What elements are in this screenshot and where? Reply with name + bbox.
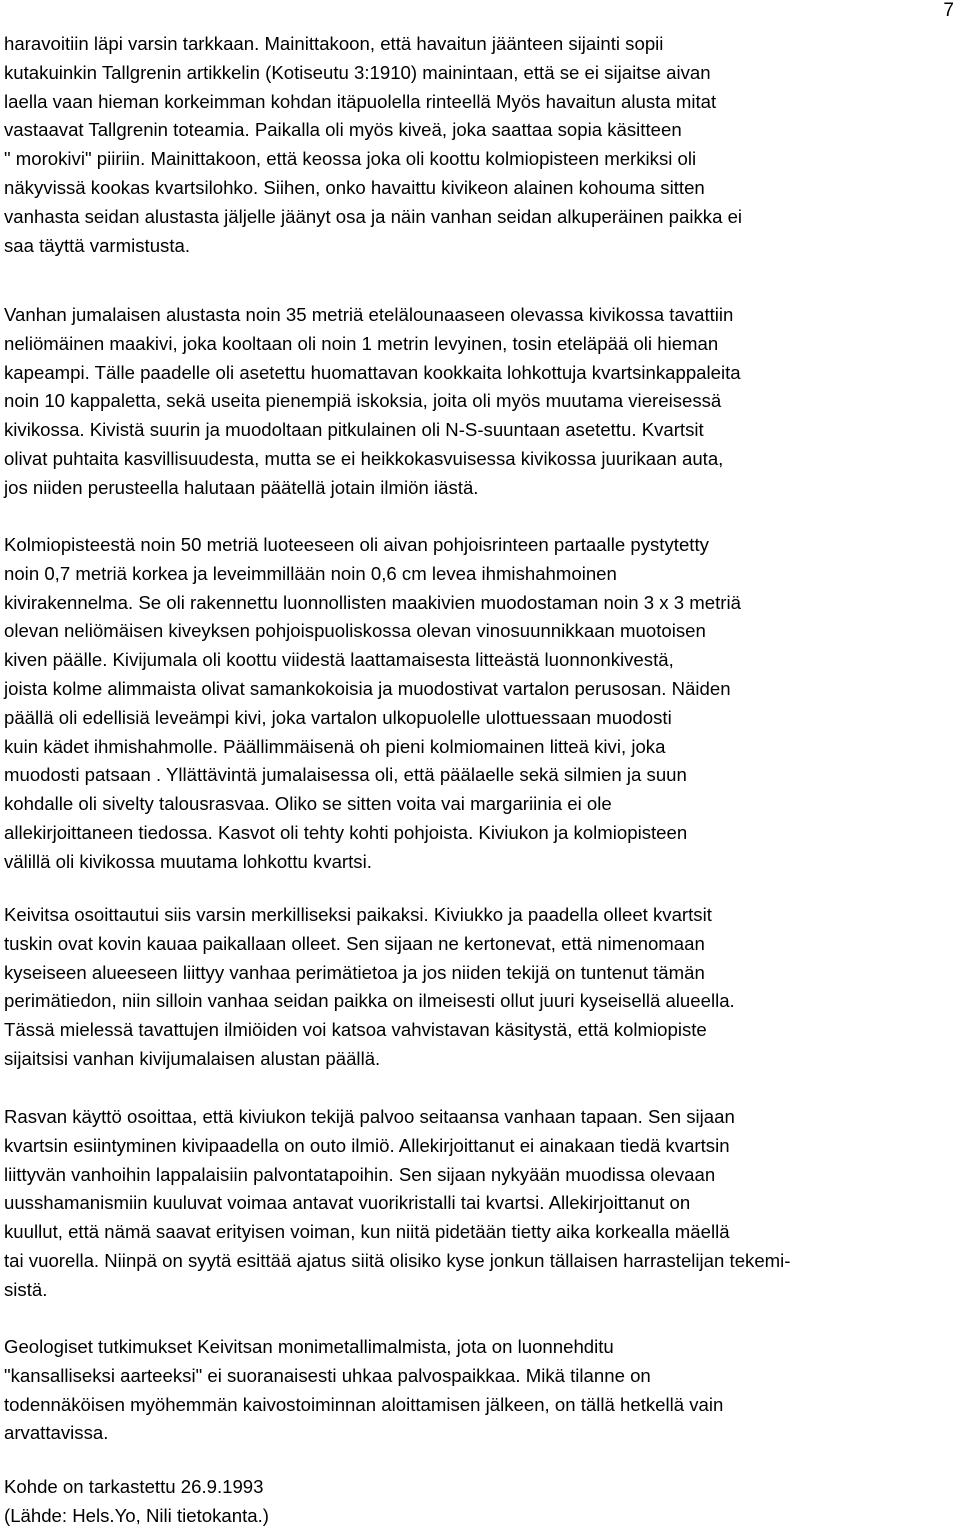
paragraph-2 (4, 301, 956, 503)
text-line: kiven päälle. Kivijumala oli koottu viidestä laattamaisesta litteästä luonnonkivestä, (4, 649, 674, 671)
paragraph-4 (4, 901, 956, 1074)
text-line: Kohde on tarkastettu 26.9.1993 (4, 1476, 264, 1497)
text-line: haravoitiin läpi varsin tarkkaan. Mainittakoon, että havaitun jäänteen sijainti sopii (4, 33, 664, 54)
text-line: saa täyttä varmistusta. (4, 234, 191, 256)
text-line: liittyvän vanhoihin lappalaisiin palvontatapoihin. Sen sijaan nykyään muodissa olevaan (4, 1163, 716, 1185)
paragraph-5 (4, 1103, 956, 1305)
text-line: jos niiden perusteella halutaan päätellä jotain ilmiön iästä. (4, 476, 479, 498)
text-line: muodosti patsaan . Yllättävintä jumalaisessa oli, että päälaelle sekä silmien ja suun (4, 764, 687, 786)
text-line: tuskin ovat kovin kauaa paikallaan olleet. Sen sijaan ne kertonevat, että nimenomaan (4, 932, 705, 954)
paragraph-6 (4, 1333, 956, 1448)
text-line: noin 0,7 metriä korkea ja leveimmillään noin 0,6 cm levea ihmishahmoinen (4, 562, 617, 584)
text-line: kuin kädet ihmishahmolle. Päällimmäisenä oh pieni kolmiomainen litteä kivi, joka (4, 735, 666, 757)
text-line: kyseiseen alueeseen liittyy vanhaa perimätietoa ja jos niiden tekijä on tuntenut tämän (4, 961, 705, 983)
text-line: Kolmiopisteestä noin 50 metriä luoteeseen oli aivan pohjoisrinteen partaalle pystytetty (4, 534, 709, 555)
text-line: kivirakennelma. Se oli rakennettu luonnollisten maakivien muodostaman noin 3 x 3 metriä (4, 591, 741, 613)
text-line: Rasvan käyttö osoittaa, että kiviukon tekijä palvoo seitaansa vanhaan tapaan. Sen sijaan (4, 1106, 735, 1127)
paragraph-3 (4, 531, 956, 877)
text-line: todennäköisen myöhemmän kaivostoiminnan aloittamisen jälkeen, on tällä hetkellä vain (4, 1393, 724, 1415)
text-line: " morokivi" piiriin. Mainittakoon, että keossa joka oli koottu kolmiopisteen merkiksi oli (4, 148, 697, 170)
text-line: olivat puhtaita kasvillisuudesta, mutta se ei heikkokasvuisessa kivikossa juurikaan auta, (4, 447, 724, 469)
text-line: "kansalliseksi aarteeksi" ei suoranaisesti uhkaa palvospaikkaa. Mikä tilanne on (4, 1364, 651, 1386)
text-line: sistä. (4, 1278, 48, 1300)
text-line: laella vaan hieman korkeimman kohdan itäpuolella rinteellä Myös havaitun alusta mitat (4, 90, 717, 112)
page-number: 7 (943, 0, 954, 21)
text-line: tai vuorella. Niinpä on syytä esittää ajatus siitä olisiko kyse jonkun tällaisen harrastelijan tekemi- (4, 1249, 791, 1271)
text-line: uusshamanismiin kuuluvat voimaa antavat vuorikristalli tai kvartsi. Allekirjoittanut on (4, 1192, 691, 1214)
paragraph-1 (4, 30, 956, 260)
text-line: Geologiset tutkimukset Keivitsan monimetallimalmista, jota on luonnehditu (4, 1336, 614, 1357)
text-line: kohdalle oli sivelty talousrasvaa. Oliko se sitten voita vai margariinia ei ole (4, 793, 612, 815)
text-line: kivikossa. Kivistä suurin ja muodoltaan pitkulainen oli N-S-suuntaan asetettu. Kvartsit (4, 419, 704, 441)
text-line: noin 10 kappaletta, sekä useita pienempiä iskoksia, joita oli myös muutama viereisessä (4, 390, 722, 412)
text-line: vanhasta seidan alustasta jäljelle jäänyt osa ja näin vanhan seidan alkuperäinen paikka ei (4, 205, 743, 227)
paragraph-7 (4, 1473, 956, 1531)
text-line: neliömäinen maakivi, joka kooltaan oli noin 1 metrin levyinen, tosin eteläpää oli hieman (4, 332, 719, 354)
text-line: sijaitsisi vanhan kivijumalaisen alustan päällä. (4, 1047, 381, 1069)
text-line: kuullut, että nämä saavat erityisen voiman, kun niitä pidetään tietty aika korkealla mäellä (4, 1221, 730, 1243)
text-line: kapeampi. Tälle paadelle oli asetettu huomattavan kookkaita lohkottuja kvartsinkappaleita (4, 361, 741, 383)
text-line: allekirjoittaneen tiedossa. Kasvot oli tehty kohti pohjoista. Kiviukon ja kolmiopisteen (4, 821, 688, 843)
text-line: perimätiedon, niin silloin vanhaa seidan paikka on ilmeisesti ollut juuri kyseisellä alueella. (4, 990, 735, 1012)
text-line: välillä oli kivikossa muutama lohkottu kvartsi. (4, 850, 372, 872)
text-line: joista kolme alimmaista olivat samankokoisia ja muodostivat vartalon perusosan. Näiden (4, 677, 731, 699)
text-line: kutakuinkin Tallgrenin artikkelin (Kotiseutu 3:1910) mainintaan, että se ei sijaitse aivan (4, 61, 711, 83)
text-line: arvattavissa. (4, 1422, 109, 1444)
text-line: Tässä mielessä tavattujen ilmiöiden voi katsoa vahvistavan käsitystä, että kolmiopiste (4, 1019, 707, 1041)
text-line: Vanhan jumalaisen alustasta noin 35 metriä etelälounaaseen olevassa kivikossa tavattiin (4, 304, 734, 325)
text-line: vastaavat Tallgrenin toteamia. Paikalla oli myös kiveä, joka saattaa sopia käsitteen (4, 119, 682, 141)
text-line: Keivitsa osoittautui siis varsin merkilliseksi paikaksi. Kiviukko ja paadella olleet kvartsit (4, 904, 712, 925)
text-line: kvartsin esiintyminen kivipaadella on outo ilmiö. Allekirjoittanut ei ainakaan tiedä kvartsin (4, 1134, 730, 1156)
text-line: olevan neliömäisen kiveyksen pohjoispuoliskossa olevan vinosuunnikkaan muotoisen (4, 620, 706, 642)
text-line: (Lähde: Hels.Yo, Nili tietokanta.) (4, 1504, 269, 1526)
text-line: näkyvissä kookas kvartsilohko. Siihen, onko havaittu kivikeon alainen kohouma sitten (4, 176, 705, 198)
text-line: päällä oli edellisiä leveämpi kivi, joka vartalon ulkopuolelle ulottuessaan muodosti (4, 706, 672, 728)
